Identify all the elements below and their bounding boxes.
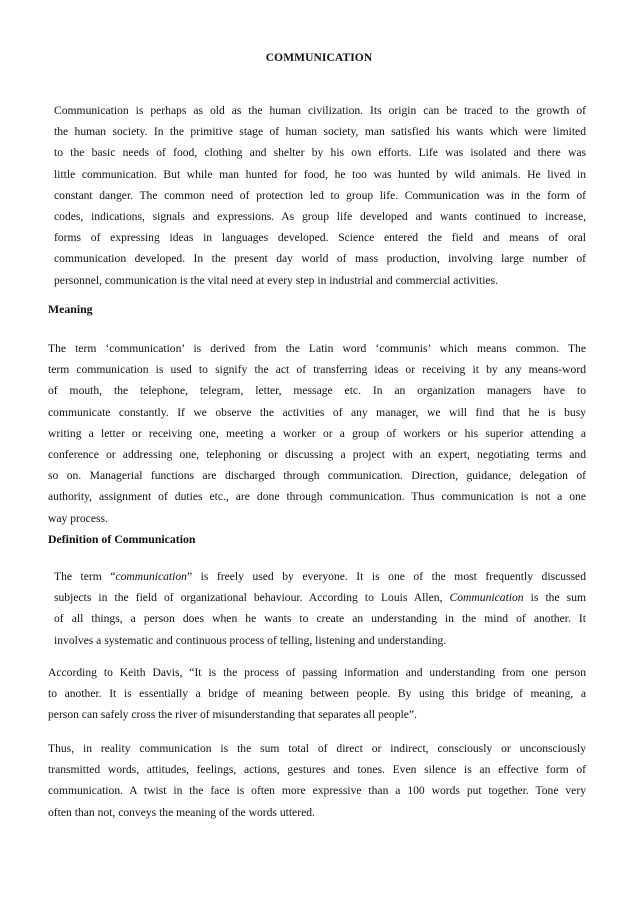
text-line: the human society. In the primitive stage of human society, man satisfied his wants which were limited: [54, 125, 586, 139]
text-line: often than not, conveys the meaning of the words uttered.: [48, 805, 315, 819]
text-line: transmitted words, attitudes, feelings, actions, gestures and tones. Even silence is an effective form of: [48, 763, 586, 777]
intro-paragraph: [54, 100, 586, 291]
text-line: forms of expressing ideas in languages developed. Science entered the field and means of oral: [54, 231, 586, 245]
text-line: to another. It is essentially a bridge of meaning between people. By using this bridge of meaning, a: [48, 687, 586, 701]
definition-paragraph-2: [48, 662, 586, 726]
section-heading-definition: Definition of Communication: [48, 532, 196, 546]
text-line: authority, assignment of duties etc., are done through communication. Thus communication is not a one: [48, 490, 586, 504]
text-segment: ” is freely used by everyone. It is one of the most frequently discussed: [186, 570, 587, 583]
text-line: Communication is perhaps as old as the human civilization. Its origin can be traced to the growth of: [54, 104, 586, 117]
text-line: constant danger. The common need of protection led to group life. Communication was in the form of: [54, 188, 586, 202]
text-line: personnel, communication is the vital need at every step in industrial and commercial activities.: [54, 273, 498, 287]
text-line: communication. A twist in the face is often more expressive than a 100 words put together. Tone very: [48, 784, 586, 798]
text-line: person can safely cross the river of misunderstanding that separates all people”.: [48, 708, 417, 722]
text-line: to the basic needs of food, clothing and shelter by his own efforts. Life was isolated and there was: [54, 146, 586, 160]
text-line: communication developed. In the present day world of mass production, involving large number of: [54, 252, 586, 266]
text-line: [54, 566, 586, 587]
text-line: codes, indications, signals and expressions. As group life developed and wants continued to increase,: [54, 210, 586, 224]
section-heading-meaning: Meaning: [48, 302, 93, 316]
text-segment: The term “: [54, 570, 116, 583]
definition-paragraph-3: [48, 738, 586, 823]
text-segment: subjects in the field of organizational behaviour. According to Louis Allen,: [54, 591, 450, 605]
text-line: involves a systematic and continuous process of telling, listening and understanding.: [54, 633, 447, 647]
text-line: of all things, a person does when he wants to create an understanding in the mind of another. It: [54, 612, 586, 626]
emphasis-term: Communication: [449, 591, 524, 605]
text-line: [54, 587, 586, 608]
text-line: of mouth, the telephone, telegram, letter, message etc. In an organization managers have to: [48, 384, 586, 398]
text-line: communicate constantly. If we observe the activities of any manager, we will find that he is busy: [48, 405, 586, 419]
meaning-paragraph: [48, 338, 586, 529]
text-line: way process.: [48, 511, 108, 525]
page-title: COMMUNICATION: [265, 52, 373, 64]
text-line: term communication is used to signify the act of transferring ideas or receiving it by any means-word: [48, 363, 586, 377]
definition-paragraph-1: [54, 566, 586, 651]
text-line: Thus, in reality communication is the sum total of direct or indirect, consciously or unconsciously: [48, 742, 586, 755]
text-segment: is the sum: [523, 591, 587, 605]
text-line: The term ‘communication’ is derived from the Latin word ‘communis’ which means common. The: [48, 342, 586, 355]
text-line: little communication. But while man hunted for food, he too was hunted by wild animals. He lived in: [54, 167, 586, 181]
emphasis-term: communication: [115, 570, 187, 583]
text-line: so on. Managerial functions are discharged through communication. Direction, guidance, delegation of: [48, 469, 586, 483]
text-line: According to Keith Davis, “It is the process of passing information and understanding from one person: [48, 666, 586, 679]
text-line: writing a letter or receiving one, meeting a worker or a group of workers or his superior attending a: [48, 426, 586, 440]
text-line: conference or addressing one, telephoning or discussing a project with an expert, negotiating terms and: [48, 448, 586, 462]
